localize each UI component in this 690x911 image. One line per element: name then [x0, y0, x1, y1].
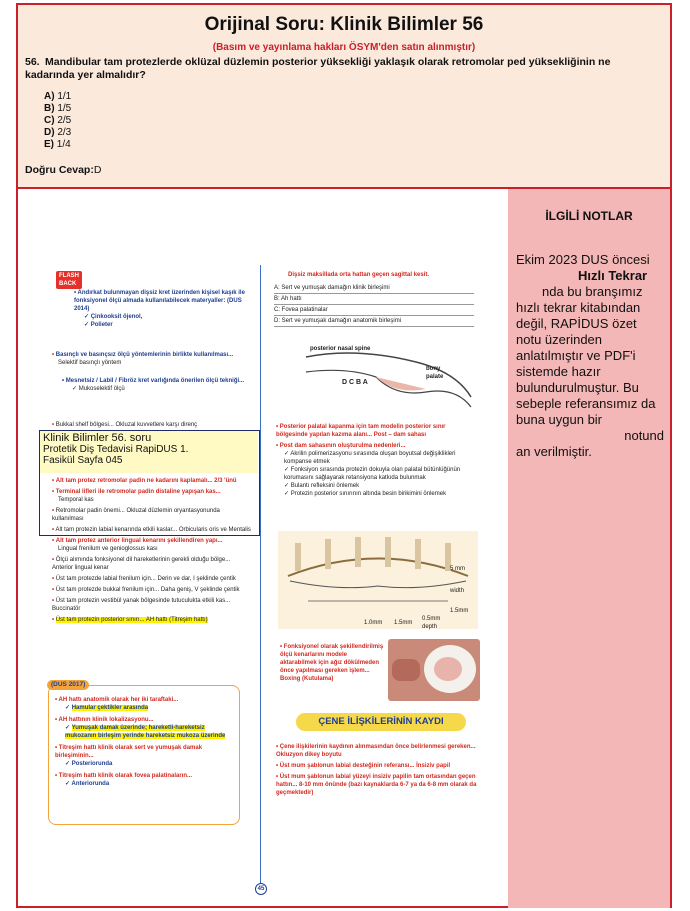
question-body: Mandibular tam protezlerde oklüzal düzlemin posterior yüksekliği yaklaşık olarak retromolar ped yüksekliğinin ne kadarında yer almalıdır?: [25, 56, 611, 81]
book-page-image: FLASH BACK • Andırkat bulunmayan dişsiz kret üzerinden kişisel kaşık ile fonksiyonel ölçü almada kullanılabilecek materyaller: (DUS 2014) ✓ Çinkooksit öjenol, ✓ Polieter • Basınçlı ve basınçsız ölçü yöntemlerinin birlikte kullanılması... Selektif basınçlı yöntem • Mesnetsiz / Labil / Fibröz kret varlığında önerilen ölçü tekniği... ✓ Mukoselektif ölçü • Bukkal shelf bölgesi... Okluzal kuvvetlere karşı direnç • Alt tam protez retromolar padin ne kadarını kaplamalı... 2/3 'ünü • Terminal lifleri ile retromolar padin distaline yapışan kas... Temporal kas • Retromolar padin önemi... Okluzal düzlemin oryantasyonunda kullanılması • Alt tam protezin labial kenarında etkili kaslar... Orbicularis oris ve Mentalis • Alt tam protez anterior lingual kenarını şekillendiren yapı... Lingual frenilum ve genioglossus kası • Ölçü alımında fonksiyonel dil hareketlerinin gerekli olduğu bölge... Anterior lingual kenar • Üst tam protezde labial frenilum için... Derin ve dar, I şeklinde çentik • Üst tam protezde bukkal frenilum için... Daha geniş, V şeklinde çentik • Üst tam protezin vestibül yanak bölgesinde tutuculukta etkili kas... Buccinatör • Üst tam protezin posterior sınırı... AH hattı (Titreşim hattı) (DUS 2017) • AH hattı anatomik olarak her iki taraftaki... ✓ Hamular çektikler arasında • AH hattının klinik lokalizasyonu... ✓ Yumuşak damak üzerinde; hareketli-hareketsiz mukozanın birleşim yerinde hareketsiz mukoza üzerinde • Titreşim hattı klinik olarak sert ve yumuşak damak birleşiminin... ✓ Posteriorunda • Titreşim hattı klinik olarak fovea palatinaların... ✓ Anteriorunda Dişsiz maksillada orta hattan geçen sagittal kesit. A: Sert ve yumuşak damağın klinik birleşimi B: Ah hattı C: Fovea palatinalar D: Sert ve yumuşak damağın anatomik birleşimi posterior nasal spine bony palate D C B A • Posterior palatal kapanma için tam modelin posterior sınır bölgesinde yapılan kazıma alanı... Post – dam sahası • Post dam sahasının oluşturulma nedenleri... ✓ Akrilin polimerizasyonu sırasında oluşan boyutsal değişiklikleri kompanse etmek ✓ Fonksiyon sırasında protezin dokuyla olan palatal bütünlüğünün korumasını sağlayarak retansiyona katkıda bulunmak ✓ Bulantı refleksini önlemek ✓ Protezin posterior sınırının altında besin birikimini önlemek 5 mm width 1.5mm 1.0mm 1.5mm 0.5mm depth • Fonksiyonel olarak şekillendirilmiş ölçü kenarlarını modele aktarabilmek için ağız dökülmeden önce yapılması gereken işlem... Boxing (Kutulama) ÇENE İLİŞKİLERİNİN KAYDI • Çene ilişkilerinin kaydının alınmasından önce belirlenmesi gereken... Okluzyon dikey boyutu • Üst mum şablonun labial desteğinin referansı... İnsiziv papil • Üst mum şablonun labial yüzeyi insiziv papilin tam ortasından geçen hattın... 8-10 mm önünde (bazı kaynaklarda 6-7 ya da 6-8 mm olarak da geçmektedir) 45: [34, 265, 474, 905]
fig-label: posterior nasal spine: [310, 346, 371, 352]
option-a: A) 1/1: [44, 91, 72, 102]
book-item: • Alt tam protez retromolar padin ne kadarını kaplamalı... 2/3 'ünü: [52, 478, 237, 484]
fig-label: 1.5mm: [394, 620, 413, 626]
fig-label: 1.5mm: [450, 608, 469, 614]
reference-highlight-box: [39, 430, 260, 536]
option-b: B) 1/5: [44, 103, 72, 114]
book-item: • Basınçlı ve basınçsız ölçü yöntemlerinin birlikte kullanılması...: [52, 352, 234, 358]
boxing-photo: [388, 639, 480, 701]
question-text: [25, 56, 645, 82]
chapter-capsule: ÇENE İLİŞKİLERİNİN KAYDI: [296, 713, 466, 731]
book-item: • Bukkal shelf bölgesi... Okluzal kuvvetlere karşı direnç: [52, 422, 198, 428]
answer-options: [44, 91, 71, 151]
option-e: E) 1/4: [44, 139, 71, 150]
question-number: 56.: [25, 56, 40, 68]
reference-label: Klinik Bilimler 56. soru Protetik Diş Tedavisi RapiDUS 1. Fasikül Sayfa 045: [40, 431, 258, 473]
fig-label: bony palate: [426, 366, 444, 380]
book-item: • Mesnetsiz / Labil / Fibröz kret varlığında önerilen ölçü tekniği...: [62, 378, 245, 384]
fig-label: D C B A: [342, 379, 368, 386]
question-panel: [18, 5, 670, 189]
fig-label: 1.0mm: [364, 620, 383, 626]
option-c: C) 2/5: [44, 115, 72, 126]
dus-2017-box: (DUS 2017) • AH hattı anatomik olarak her iki taraftaki... ✓ Hamular çektikler arasında • AH hattının klinik lokalizasyonu... ✓ Yumuşak damak üzerinde; hareketli-hareketsiz mukozanın birleşim yerinde hareketsiz mukoza üzerinde • Titreşim hattı klinik olarak sert ve yumuşak damak birleşiminin... ✓ Posteriorunda • Titreşim hattı klinik olarak fovea palatinaların... ✓ Anteriorunda: [48, 685, 240, 825]
option-d: D) 2/3: [44, 127, 72, 138]
figure-title: Dişsiz maksillada orta hattan geçen sagittal kesit.: [288, 272, 430, 278]
page-title: Orijinal Soru: Klinik Bilimler 56: [204, 14, 484, 35]
flash-back-badge: FLASH BACK: [56, 271, 82, 289]
copyright-note: (Basım ve yayınlama hakları ÖSYM'den satın alınmıştır): [212, 42, 476, 53]
notes-text: Ekim 2023 DUS öncesi Hızlı Tekrar nda bu branşımız hızlı tekrar kitabından değil, RAPİDUS özet notu üzerinden anlatılmıştır ve PDF'i sistemde hazır bulundurulmuştur. Bu sebeple referansımız da buna uygun bir notund an verilmiştir.: [516, 252, 664, 459]
fig-label: 5 mm: [450, 566, 465, 572]
correct-answer: Doğru Cevap:D: [25, 164, 102, 176]
post-dam-figure: [278, 531, 478, 629]
notes-title: İLGİLİ NOTLAR: [545, 209, 633, 223]
fig-label: 0.5mm depth: [422, 616, 441, 630]
book-item: • Andırkat bulunmayan dişsiz kret üzerinden kişisel kaşık ile fonksiyonel ölçü almada kullanılabilecek materyaller: (DUS 2014): [74, 290, 245, 312]
related-notes-panel: [508, 189, 670, 908]
column-divider: [260, 265, 261, 885]
page-number: 45: [255, 883, 267, 895]
fig-label: width: [450, 588, 465, 594]
